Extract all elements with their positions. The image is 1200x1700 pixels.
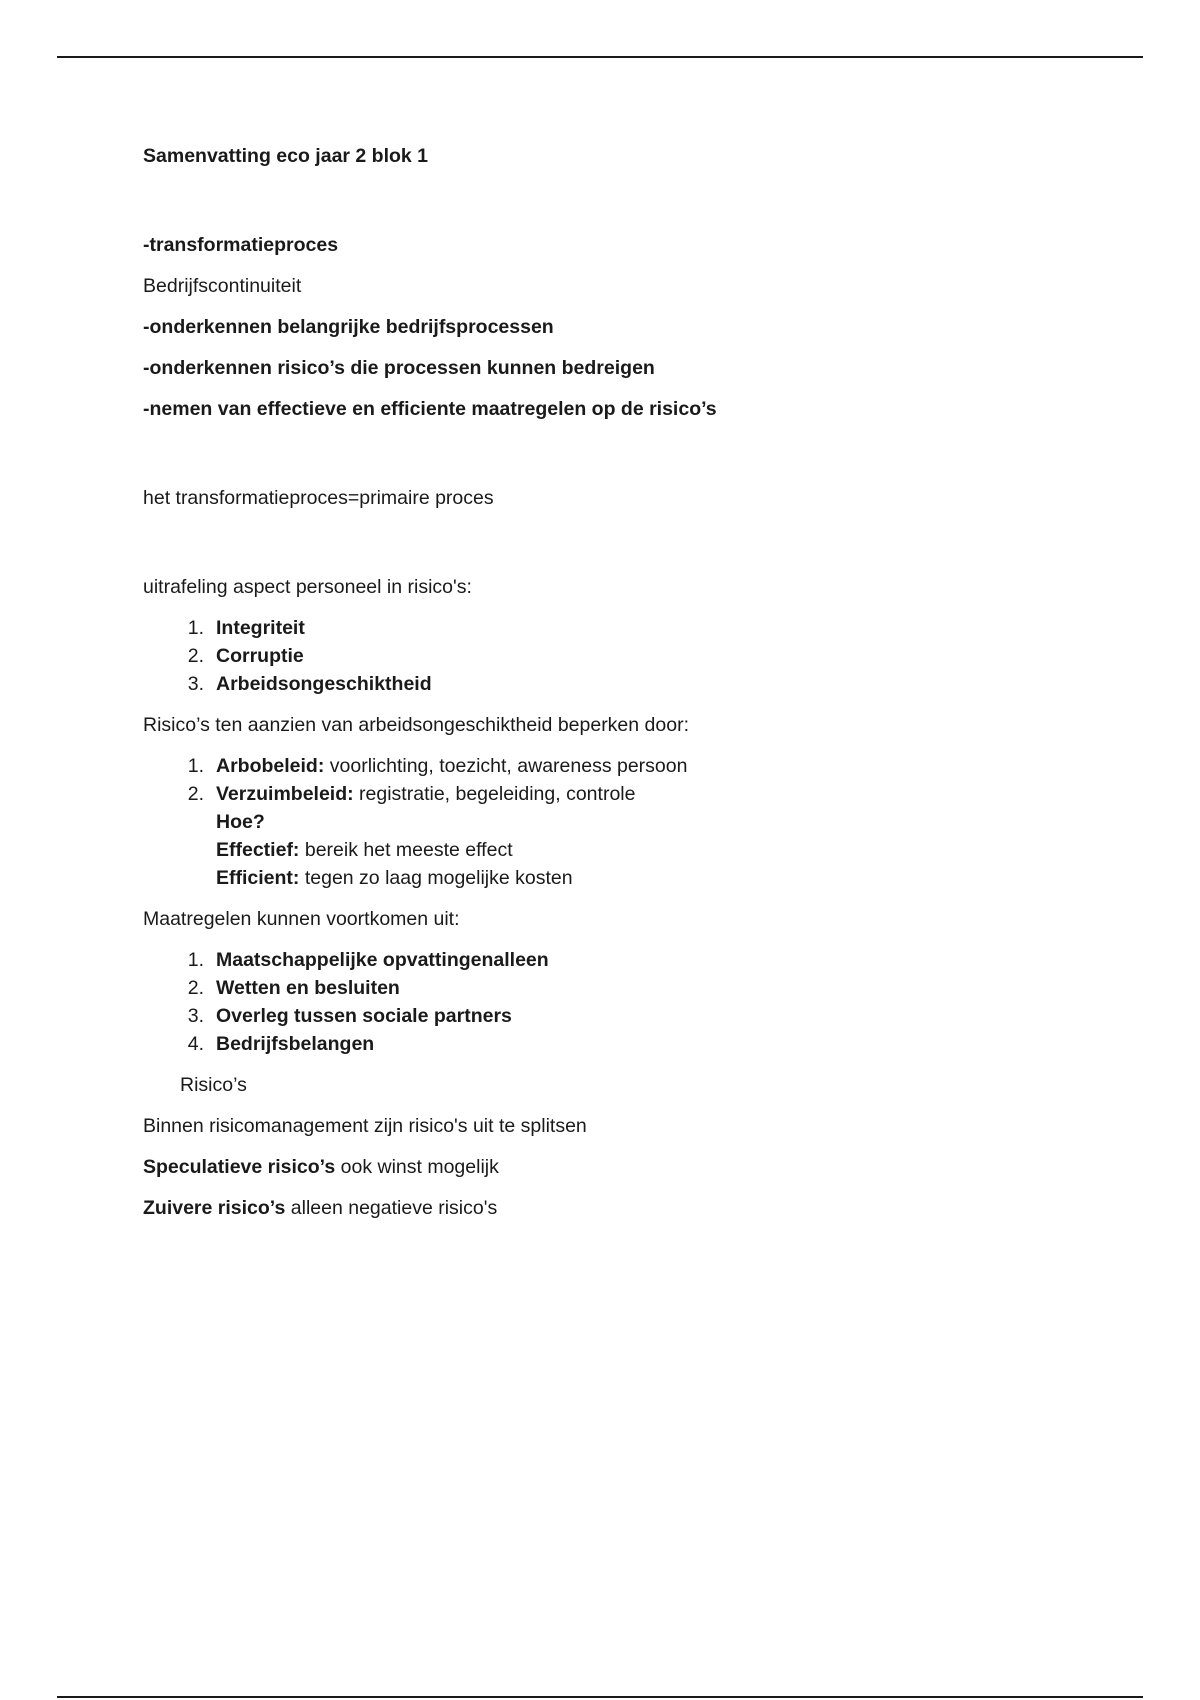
- list-item: 2. Corruptie: [187, 645, 304, 667]
- document-body: [143, 142, 1083, 1222]
- zuiver-line: Zuivere risico’s alleen negatieve risico's: [143, 1197, 498, 1219]
- section-subheading: Bedrijfscontinuiteit: [143, 275, 302, 297]
- list-item: 4. Bedrijfsbelangen: [187, 1033, 375, 1055]
- beperken-list: [143, 752, 1083, 808]
- speculatief-line: Speculatieve risico’s ook winst mogelijk: [143, 1156, 499, 1178]
- point-2: -onderkennen risico’s die processen kunnen bedreigen: [143, 357, 655, 379]
- definition-text: het transformatieproces=primaire proces: [143, 487, 494, 509]
- list-item: 2. Verzuimbeleid: registratie, begeleiding, controle: [187, 783, 636, 805]
- footer-rule: [57, 1696, 1143, 1698]
- beperken-intro: Risico’s ten aanzien van arbeidsongeschiktheid beperken door:: [143, 714, 689, 736]
- maatregelen-intro: Maatregelen kunnen voortkomen uit:: [143, 908, 460, 930]
- risicomanagement-intro: Binnen risicomanagement zijn risico's uit te splitsen: [143, 1115, 587, 1137]
- section-heading: -transformatieproces: [143, 234, 339, 256]
- point-1: -onderkennen belangrijke bedrijfsprocessen: [143, 316, 554, 338]
- maatregelen-list: [143, 946, 1083, 1058]
- list-item: 1. Integriteit: [187, 617, 305, 639]
- risicos-label: Risico’s: [180, 1074, 247, 1096]
- efficient-line: Efficient: tegen zo laag mogelijke kosten: [216, 867, 573, 889]
- list-item: 1. Arbobeleid: voorlichting, toezicht, awareness persoon: [187, 755, 688, 777]
- list-item: 1. Maatschappelijke opvattingenalleen: [187, 949, 549, 971]
- header-rule: [57, 56, 1143, 58]
- personeel-intro: uitrafeling aspect personeel in risico's:: [143, 576, 472, 598]
- effectief-line: Effectief: bereik het meeste effect: [216, 839, 513, 861]
- list-item: 3. Overleg tussen sociale partners: [187, 1005, 512, 1027]
- list-item: 3. Arbeidsongeschiktheid: [187, 673, 432, 695]
- list-item: 2. Wetten en besluiten: [187, 977, 400, 999]
- personeel-list: [143, 614, 1083, 698]
- document-title: Samenvatting eco jaar 2 blok 1: [143, 145, 429, 167]
- hoe-label: Hoe?: [216, 811, 265, 833]
- point-3: -nemen van effectieve en efficiente maatregelen op de risico’s: [143, 398, 717, 420]
